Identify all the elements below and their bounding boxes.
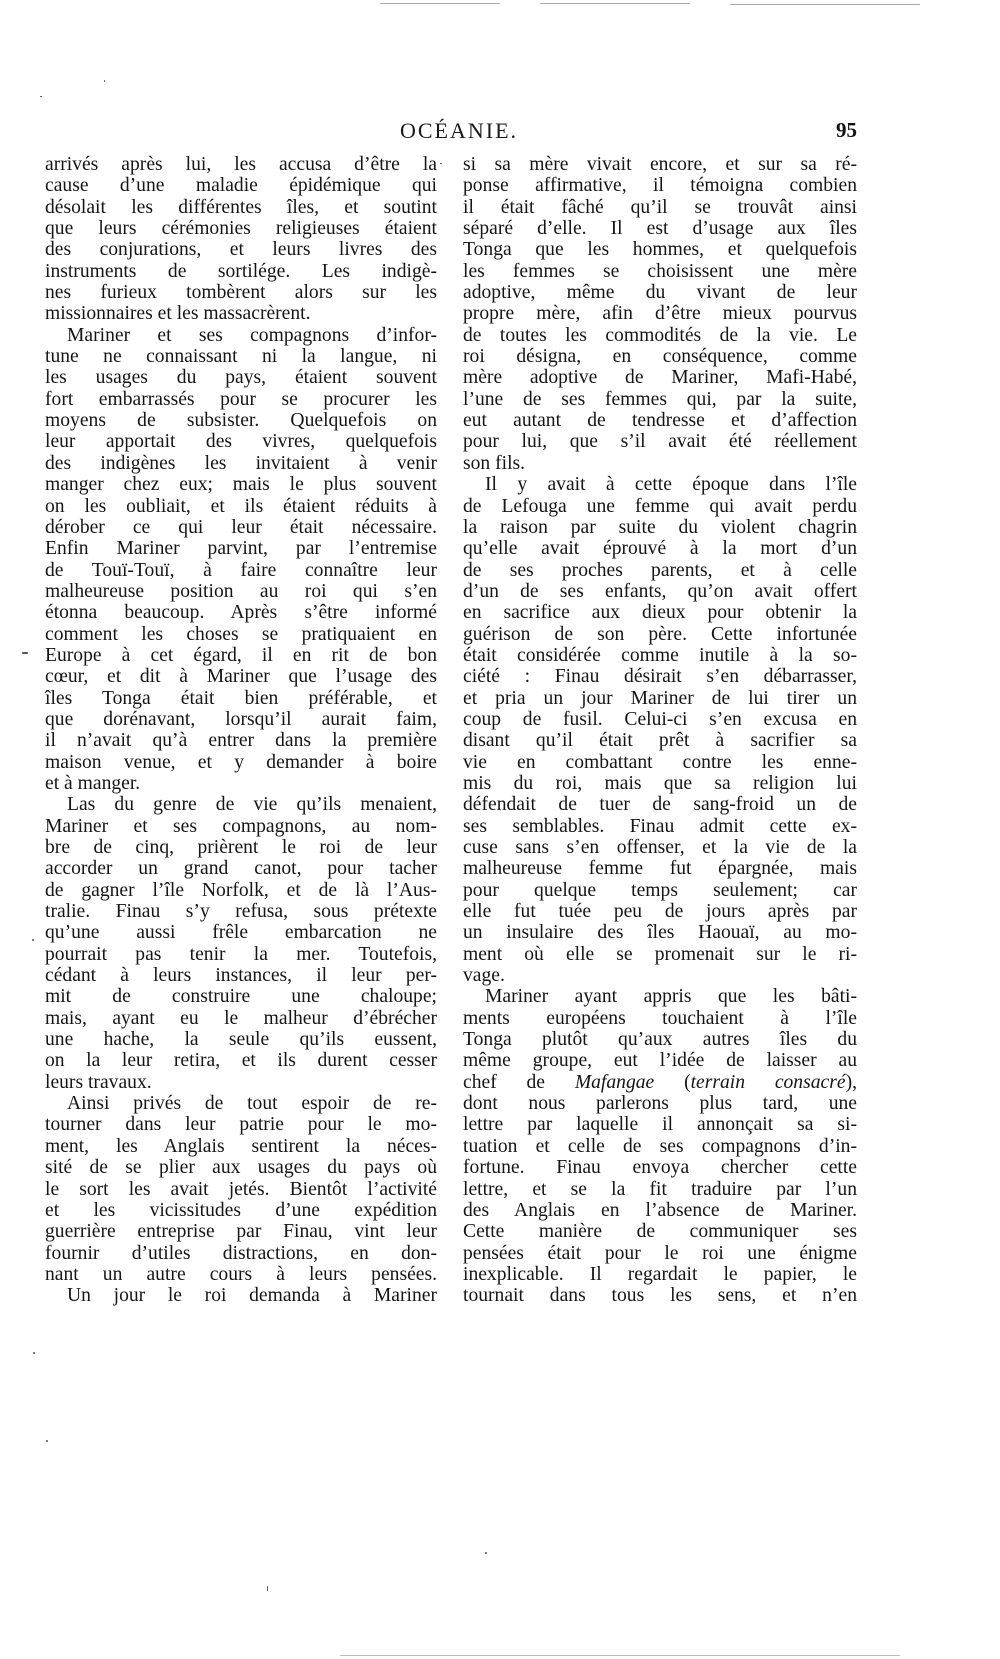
scan-speck: [104, 80, 105, 82]
text-line: accorder un grand canot, pour tacher: [45, 858, 437, 880]
text-line: ponse affirmative, il témoigna combien: [463, 175, 857, 197]
text-line: l’une de ses femmes qui, par la suite,: [463, 388, 857, 410]
text-line: vie en combattant contre les enne-: [463, 751, 857, 773]
text-line: guérison de son père. Cette infortunée: [463, 623, 857, 645]
text-line: désolait les différentes îles, et soutint: [45, 196, 437, 218]
text-segment: chef de: [463, 1071, 575, 1093]
scan-speck: [46, 1440, 48, 1442]
text-line: fournir d’utiles distractions, en don-: [45, 1242, 437, 1264]
text-line: propre mère, afin d’être mieux pourvus: [463, 303, 857, 325]
text-line: guerrière entreprise par Finau, vint leur: [45, 1221, 437, 1243]
left-column: [45, 154, 437, 1307]
text-line: elle fut tuée peu de jours après par: [463, 901, 857, 923]
text-line: qu’une aussi frêle embarcation ne: [45, 922, 437, 944]
right-column: [463, 154, 857, 1307]
text-line: leurs travaux.: [45, 1071, 152, 1093]
scan-speck: [340, 1655, 900, 1656]
text-line: un insulaire des îles Haouaï, au mo-: [463, 922, 857, 944]
text-line: dont nous parlerons plus tard, une: [463, 1093, 857, 1115]
text-line: moyens de subsister. Quelquefois on: [45, 410, 437, 432]
text-line: Un jour le roi demanda à Mariner: [67, 1285, 437, 1307]
text-line: il était fâché qu’il se trouvât ainsi: [463, 196, 857, 218]
text-line: le sort les avait jetés. Bientôt l’activité: [45, 1178, 437, 1200]
text-line: eut autant de tendresse et d’affection: [463, 410, 857, 432]
text-line: coup de fusil. Celui-ci s’en excusa en: [463, 708, 857, 730]
text-line: Il y avait à cette époque dans l’île: [485, 474, 857, 496]
text-line: qu’elle avait éprouvé à la mort d’un: [463, 538, 857, 560]
text-line: malheureuse femme fut épargnée, mais: [463, 858, 857, 880]
text-line: pour quelque temps seulement; car: [463, 879, 857, 901]
text-line: ment où elle se promenait sur le ri-: [463, 943, 857, 965]
scan-speck: [485, 1552, 487, 1554]
text-line: des indigènes les invitaient à venir: [45, 452, 437, 474]
text-line: lettre, et se la fit traduire par l’un: [463, 1178, 857, 1200]
text-line: tournait dans tous les sens, et n’en: [463, 1285, 857, 1307]
text-line: cédant à leurs instances, il leur per-: [45, 965, 437, 987]
page-number: 95: [836, 118, 857, 142]
text-line: arrivés après lui, les accusa d’être la: [45, 154, 437, 175]
scan-speck: [540, 3, 690, 4]
scan-speck: [22, 652, 28, 654]
text-line: de toutes les commodités de la vie. Le: [463, 324, 857, 346]
text-line: nant un autre cours à leurs pensées.: [45, 1263, 437, 1285]
italic-term: Mafangae: [574, 1071, 655, 1093]
text-line: disant qu’il était prêt à sacrifier sa: [463, 730, 857, 752]
text-line: pensées était pour le roi une énigme: [463, 1242, 857, 1264]
scan-speck: [40, 96, 42, 97]
text-line: missionnaires et les massacrèrent.: [45, 303, 311, 325]
text-line: leur apportait des vivres, quelquefois: [45, 431, 437, 453]
text-line: et à manger.: [45, 772, 141, 794]
text-line: roi désigna, en conséquence, comme: [463, 346, 857, 368]
text-line: des conjurations, et leurs livres des: [45, 239, 437, 261]
text-line: que leurs cérémonies religieuses étaient: [45, 218, 437, 240]
text-line: tralie. Finau s’y refusa, sous prétexte: [45, 901, 437, 923]
text-line: si sa mère vivait encore, et sur sa ré-: [463, 154, 857, 175]
text-line: séparé d’elle. Il est d’usage aux îles: [463, 218, 857, 240]
text-line: il n’avait qu’à entrer dans la première: [45, 730, 437, 752]
text-line: défendait de tuer de sang-froid un de: [463, 794, 857, 816]
text-line: mit de construire une chaloupe;: [45, 986, 437, 1008]
text-line: de ses proches parents, et à celle: [463, 559, 857, 581]
text-line: mis du roi, mais que sa religion lui: [463, 772, 857, 794]
text-segment: ),: [845, 1071, 857, 1093]
text-line: Mariner ayant appris que les bâti-: [485, 986, 857, 1008]
text-line: pourrait pas tenir la mer. Toutefois,: [45, 943, 437, 965]
scan-speck: [267, 1586, 268, 1591]
text-line: mère adoptive de Mariner, Mafi-Habé,: [463, 367, 857, 389]
text-line: des Anglais en l’absence de Mariner.: [463, 1199, 857, 1221]
text-line: maison venue, et y demander à boire: [45, 751, 437, 773]
text-line: que dorénavant, lorsqu’il aurait faim,: [45, 708, 437, 730]
text-line: d’un de ses enfants, qu’on avait offert: [463, 580, 857, 602]
text-line: la raison par suite du violent chagrin: [463, 516, 857, 538]
text-line: ments européens touchaient à l’île: [463, 1007, 857, 1029]
text-line: malheureuse position au roi qui s’en: [45, 580, 437, 602]
running-head: [45, 118, 857, 148]
text-line: fort embarrassés pour se procurer les: [45, 388, 437, 410]
text-line: nes furieux tombèrent alors sur les: [45, 282, 437, 304]
text-line: îles Tonga était bien préférable, et: [45, 687, 437, 709]
text-line: instruments de sortilége. Les indigè-: [45, 260, 437, 282]
text-line: Ainsi privés de tout espoir de re-: [67, 1093, 437, 1115]
text-segment: (: [654, 1071, 691, 1093]
text-line: tuation et celle de ses compagnons d’in-: [463, 1135, 857, 1157]
text-line: son fils.: [463, 452, 526, 474]
text-line: dérober ce qui leur était nécessaire.: [45, 516, 437, 538]
text-line: Las du genre de vie qu’ils menaient,: [67, 794, 437, 816]
text-line: les usages du pays, étaient souvent: [45, 367, 437, 389]
text-line: lettre par laquelle il annonçait sa si-: [463, 1114, 857, 1136]
scan-speck: [440, 163, 442, 164]
text-line: pour lui, que s’il avait été réellement: [463, 431, 857, 453]
scan-speck: [33, 1352, 35, 1354]
text-line: on la leur retira, et ils durent cesser: [45, 1050, 437, 1072]
text-line: cœur, et dit à Mariner que l’usage des: [45, 666, 437, 688]
text-line: sité de se plier aux usages du pays où: [45, 1157, 437, 1179]
text-line: étonna beaucoup. Après s’être informé: [45, 602, 437, 624]
text-line: Tonga que les hommes, et quelquefois: [463, 239, 857, 261]
text-line: Cette manière de communiquer ses: [463, 1221, 857, 1243]
text-line: [463, 1072, 857, 1093]
italic-term: terrain consacré: [690, 1071, 846, 1093]
text-line: et pria un jour Mariner de lui tirer un: [463, 687, 857, 709]
text-line: tourner dans leur patrie pour le mo-: [45, 1114, 437, 1136]
text-line: était considérée comme inutile à la so-: [463, 644, 857, 666]
running-title: OCÉANIE.: [400, 118, 519, 143]
text-line: vage.: [463, 965, 505, 987]
text-line: une hache, la seule qu’ils eussent,: [45, 1029, 437, 1051]
text-line: fortune. Finau envoya chercher cette: [463, 1157, 857, 1179]
text-line: Europe à cet égard, il en rit de bon: [45, 644, 437, 666]
text-line: Tonga plutôt qu’aux autres îles du: [463, 1029, 857, 1051]
text-line: Mariner et ses compagnons, au nom-: [45, 815, 437, 837]
text-line: on les oubliait, et ils étaient réduits à: [45, 495, 437, 517]
text-line: les femmes se choisissent une mère: [463, 260, 857, 282]
text-line: ciété : Finau désirait s’en débarrasser,: [463, 666, 857, 688]
scan-speck: [380, 3, 500, 4]
text-line: inexplicable. Il regardait le papier, le: [463, 1263, 857, 1285]
text-line: même groupe, eut l’idée de laisser au: [463, 1050, 857, 1072]
text-line: adoptive, même du vivant de leur: [463, 282, 857, 304]
text-line: cuse sans s’en offenser, et la vie de la: [463, 837, 857, 858]
text-line: ses semblables. Finau admit cette ex-: [463, 815, 857, 837]
text-line: de gagner l’île Norfolk, et de là l’Aus-: [45, 879, 437, 901]
text-line: de Touï-Touï, à faire connaître leur: [45, 559, 437, 581]
text-line: et les vicissitudes d’une expédition: [45, 1199, 437, 1221]
text-line: mais, ayant eu le malheur d’ébrécher: [45, 1007, 437, 1029]
text-line: bre de cinq, prièrent le roi de leur: [45, 837, 437, 858]
text-line: en sacrifice aux dieux pour obtenir la: [463, 602, 857, 624]
text-line: Mariner et ses compagnons d’infor-: [67, 324, 437, 346]
text-line: ment, les Anglais sentirent la néces-: [45, 1135, 437, 1157]
text-line: manger chez eux; mais le plus souvent: [45, 474, 437, 496]
text-line: comment les choses se pratiquaient en: [45, 623, 437, 645]
text-line: de Lefouga une femme qui avait perdu: [463, 495, 857, 517]
scan-speck: [32, 939, 34, 941]
scan-speck: [730, 4, 920, 5]
text-line: Enfin Mariner parvint, par l’entremise: [45, 538, 437, 560]
text-line: tune ne connaissant ni la langue, ni: [45, 346, 437, 368]
text-line: cause d’une maladie épidémique qui: [45, 175, 437, 197]
